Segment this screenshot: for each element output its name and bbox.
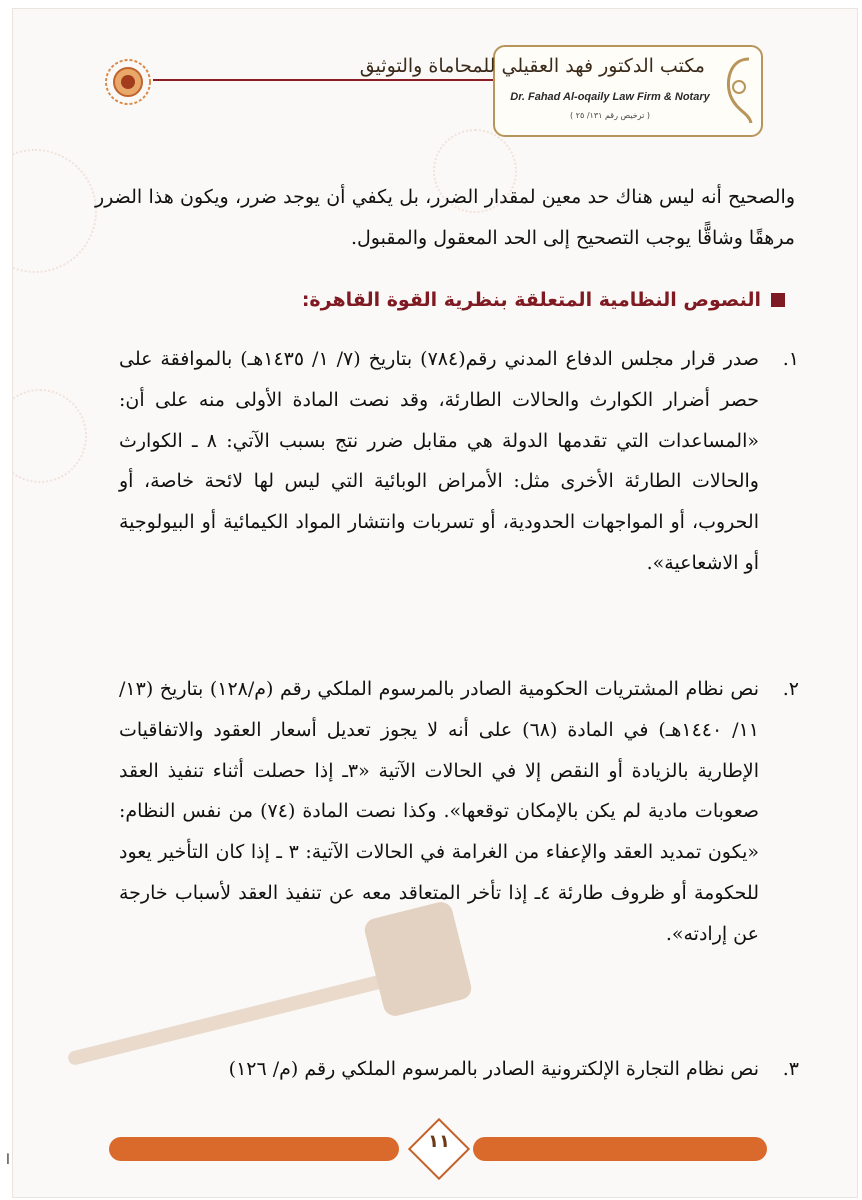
ornament-circle: [12, 149, 97, 273]
section-heading-text: النصوص النظامية المتعلقة بنظرية القوة القاهرة:: [301, 289, 761, 311]
document-page: [12, 8, 858, 1198]
ornament-circle: [12, 389, 87, 483]
firm-logo: [359, 45, 763, 137]
footer-bar-right: [473, 1137, 767, 1161]
section-heading: [85, 289, 785, 311]
footer-bar-left: [109, 1137, 399, 1161]
logo-emblem-icon: [721, 53, 755, 127]
license-number: ( ترخيص رقم ١٣١/ ٢٥ ): [570, 111, 650, 120]
corner-mark: ا: [6, 1152, 10, 1168]
firm-name-english: Dr. Fahad Al-oqaily Law Firm & Notary: [510, 91, 710, 103]
list-item-text: نص نظام المشتريات الحكومية الصادر بالمرسوم الملكي رقم (م/١٢٨) بتاريخ (١٣/ ١١/ ١٤٤٠هـ) في المادة (٦٨) على أنه لا يجوز تعديل أسعار العقود والاتفاقيات الإطارية بالزيادة أو النقص إلا في الحالات الآتية «٣ـ إذا حصلت أثناء تنفيذ العقد صعوبات مادية لم يكن بالإمكان توقعها». وكذا نصت المادة (٧٤) من نفس النظام: «يكون تمديد العقد والإعفاء من الغرامة في الحالات الآتية: ٣ ـ إذا كان التأخير يعود للحكومة أو ظروف طارئة ٤ـ إذا تأخر المتعاقد معه عن تنفيذ العقد لأسباب خارجة عن إرادته».: [119, 678, 760, 945]
list-item: [119, 339, 799, 584]
list-item-number: ١.: [782, 348, 799, 370]
list-item-number: ٢.: [782, 678, 799, 700]
bullet-square-icon: [771, 293, 785, 307]
header-divider: [153, 79, 495, 81]
list-item-text: صدر قرار مجلس الدفاع المدني رقم(٧٨٤) بتاريخ (٧/ ١/ ١٤٣٥هـ) بالموافقة على حصر أضرار الكوارث والحالات الطارئة، وقد نصت المادة الأولى منه على أن: «المساعدات التي تقدمها الدولة هي مقابل ضرر نتج بسبب الآتي: ٨ ـ الكوارث والحالات الطارئة الأخرى مثل: الأمراض الوبائية التي ليس لها لائحة خاصة، أو الحروب، أو المواجهات الحدودية، أو تسربات وانتشار المواد الكيمائية أو البيولوجية أو الاشعاعية».: [119, 348, 760, 574]
firm-name-arabic: مكتب الدكتور فهد العقيلي للمحاماة والتوثيق: [359, 55, 705, 77]
list-item-number: ٣.: [782, 1058, 799, 1080]
page-number: ١١: [428, 1131, 450, 1152]
gavel-illustration: [43, 869, 523, 1069]
list-item-text: نص نظام التجارة الإلكترونية الصادر بالمرسوم الملكي رقم (م/ ١٢٦): [228, 1058, 759, 1080]
medallion-icon: [103, 57, 153, 107]
intro-paragraph: والصحيح أنه ليس هناك حد معين لمقدار الضرر، بل يكفي أن يوجد ضرر، ويكون هذا الضرر مرهقًا وشاقًّا يوجب التصحيح إلى الحد المعقول والمقبول.: [95, 186, 796, 249]
